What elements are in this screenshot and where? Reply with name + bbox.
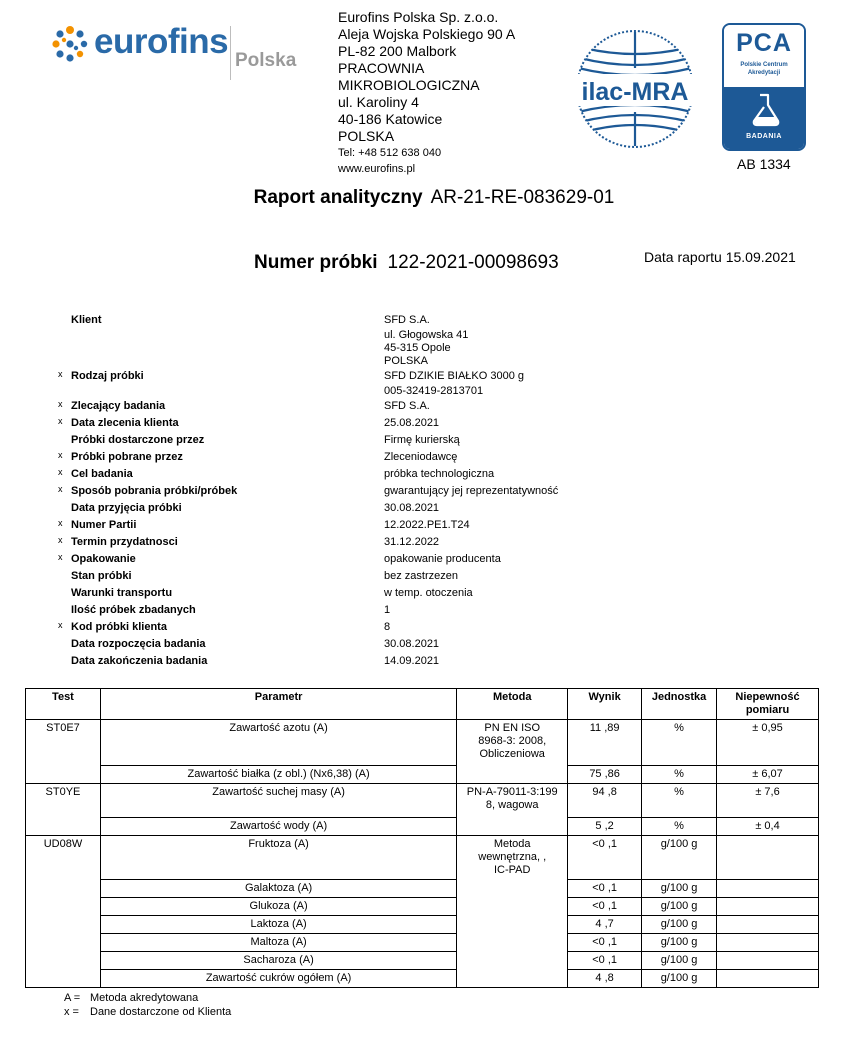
info-row: [58, 517, 818, 534]
uncertainty: ± 0,4: [717, 818, 819, 836]
table-row: [26, 916, 819, 934]
info-value-line: SFD S.A.: [384, 400, 430, 412]
table-row: [26, 836, 819, 880]
info-value-line: Firmę kurierską: [384, 434, 460, 446]
result: 75 ,86: [568, 766, 642, 784]
info-key: Próbki dostarczone przez: [71, 434, 205, 446]
table-row: [26, 970, 819, 988]
method-line: PN-A-79011-3:199: [466, 786, 558, 798]
result: 4 ,8: [568, 970, 642, 988]
info-row: [58, 312, 818, 368]
parameter: Glukoza (A): [100, 898, 456, 916]
sample-info: [58, 312, 818, 670]
uncertainty: ± 6,07: [717, 766, 819, 784]
lab-website: www.eurofins.pl: [338, 163, 416, 175]
client-data-mark: x: [58, 416, 63, 426]
info-key: Rodzaj próbki: [71, 370, 144, 382]
pca-subtitle-line: Akredytacji: [747, 70, 781, 76]
info-value-line: 12.2022.PE1.T24: [384, 519, 470, 531]
uncertainty: [717, 898, 819, 916]
unit: g/100 g: [642, 836, 717, 880]
method-line: Obliczeniowa: [479, 748, 545, 760]
info-row: [58, 585, 818, 602]
info-value: [384, 534, 439, 551]
method-line: 8, wagowa: [485, 799, 539, 811]
result: <0 ,1: [568, 880, 642, 898]
uncertainty: [717, 880, 819, 898]
footnote-key: A =: [64, 992, 81, 1004]
test-code: ST0YE: [26, 784, 101, 836]
unit: g/100 g: [642, 898, 717, 916]
info-value: [384, 585, 473, 602]
info-value: [384, 312, 468, 368]
info-value-line: ul. Głogowska 41: [384, 329, 469, 341]
test-code: UD08W: [26, 836, 101, 988]
table-row: [26, 720, 819, 766]
info-value: [384, 432, 460, 449]
info-value-line: 31.12.2022: [384, 536, 440, 548]
parameter: Maltoza (A): [100, 934, 456, 952]
result: 4 ,7: [568, 916, 642, 934]
info-value-line: SFD DZIKIE BIAŁKO 3000 g: [384, 370, 525, 382]
sample-title: [254, 252, 559, 274]
client-data-mark: x: [58, 620, 63, 630]
info-row: [58, 534, 818, 551]
info-value-line: 8: [384, 621, 391, 633]
logo-divider: [230, 26, 231, 80]
result: <0 ,1: [568, 898, 642, 916]
footnotes: [64, 991, 231, 1019]
accreditation-number: AB 1334: [737, 156, 791, 172]
info-key: Klient: [71, 314, 102, 326]
info-key: Kod próbki klienta: [71, 621, 167, 633]
info-value: [384, 415, 439, 432]
report-number: AR-21-RE-083629-01: [430, 187, 615, 208]
result: <0 ,1: [568, 836, 642, 880]
info-key: Data przyjęcia próbki: [71, 502, 182, 514]
info-value: [384, 368, 524, 398]
info-value-line: 30.08.2021: [384, 502, 440, 514]
unit: g/100 g: [642, 952, 717, 970]
info-value: [384, 449, 457, 466]
info-value: [384, 466, 494, 483]
info-value-line: bez zastrzezen: [384, 570, 458, 582]
info-row: [58, 432, 818, 449]
client-data-mark: x: [58, 450, 63, 460]
lab-address: [338, 9, 578, 177]
info-value-line: gwarantujący jej reprezentatywność: [384, 485, 559, 497]
info-key: Cel badania: [71, 468, 133, 480]
eurofins-logo: [50, 22, 310, 84]
info-key: Opakowanie: [71, 553, 136, 565]
result: 5 ,2: [568, 818, 642, 836]
info-row: [58, 483, 818, 500]
info-row: [58, 602, 818, 619]
info-row: [58, 368, 818, 398]
info-value: [384, 653, 439, 670]
parameter: Galaktoza (A): [100, 880, 456, 898]
info-value: [384, 398, 430, 415]
header-uncertainty-line: pomiaru: [745, 704, 790, 716]
client-data-mark: x: [58, 484, 63, 494]
info-value-line: w temp. otoczenia: [384, 587, 473, 599]
parameter: Zawartość wody (A): [100, 818, 456, 836]
table-row: [26, 934, 819, 952]
table-header-row: [26, 689, 819, 720]
info-key: Zlecający badania: [71, 400, 166, 412]
header-method: Metoda: [457, 689, 568, 720]
unit: %: [642, 818, 717, 836]
unit: %: [642, 720, 717, 766]
header-param: Parametr: [100, 689, 456, 720]
unit: g/100 g: [642, 934, 717, 952]
pca-wordmark: PCA: [736, 29, 792, 57]
method: [457, 720, 568, 784]
address-line: ul. Karoliny 4: [338, 94, 419, 110]
method-line: 8968-3: 2008,: [478, 735, 547, 747]
uncertainty: [717, 952, 819, 970]
unit: g/100 g: [642, 970, 717, 988]
footnote-key: x =: [64, 1006, 79, 1018]
eurofins-wordmark: eurofins: [94, 22, 229, 61]
header-unit: Jednostka: [642, 689, 717, 720]
client-data-mark: x: [58, 467, 63, 477]
unit: g/100 g: [642, 880, 717, 898]
info-value-line: 005-32419-2813701: [384, 385, 484, 397]
client-data-mark: x: [58, 369, 63, 379]
address-line: PL-82 200 Malbork: [338, 43, 457, 59]
result: <0 ,1: [568, 952, 642, 970]
info-value-line: POLSKA: [384, 355, 429, 367]
info-value-line: SFD S.A.: [384, 314, 430, 326]
method-line: PN EN ISO: [484, 722, 541, 734]
result: 11 ,89: [568, 720, 642, 766]
info-key: Numer Partii: [71, 519, 137, 531]
table-row: [26, 784, 819, 818]
address-line: POLSKA: [338, 128, 395, 144]
uncertainty: [717, 970, 819, 988]
unit: g/100 g: [642, 916, 717, 934]
address-line: 40-186 Katowice: [338, 111, 443, 127]
result: 94 ,8: [568, 784, 642, 818]
method: [457, 784, 568, 836]
report-date: Data raportu 15.09.2021: [644, 249, 796, 265]
info-row: [58, 449, 818, 466]
footnote: [64, 991, 231, 1005]
info-row: [58, 551, 818, 568]
table-row: [26, 880, 819, 898]
uncertainty: ± 7,6: [717, 784, 819, 818]
sample-number: 122-2021-00098693: [387, 252, 559, 273]
info-key: Próbki pobrane przez: [71, 451, 183, 463]
method-line: wewnętrzna, ,: [478, 851, 547, 863]
footnote: [64, 1005, 231, 1019]
unit: %: [642, 784, 717, 818]
uncertainty: [717, 934, 819, 952]
info-key: Stan próbki: [71, 570, 132, 582]
table-row: [26, 898, 819, 916]
uncertainty: [717, 836, 819, 880]
info-value: [384, 619, 390, 636]
info-row: [58, 398, 818, 415]
info-key: Ilość próbek zbadanych: [71, 604, 196, 616]
info-value: [384, 483, 558, 500]
pca-subtitle-line: Polskie Centrum: [740, 62, 788, 68]
uncertainty: [717, 916, 819, 934]
info-value-line: opakowanie producenta: [384, 553, 501, 565]
address-line: Eurofins Polska Sp. z.o.o.: [338, 9, 499, 25]
footnote-text: Dane dostarczone od Klienta: [90, 1006, 232, 1018]
info-row: [58, 466, 818, 483]
info-value-line: 14.09.2021: [384, 655, 440, 667]
method-line: IC-PAD: [493, 864, 531, 876]
info-value: [384, 517, 470, 534]
pca-subtitle: [724, 61, 804, 77]
info-value-line: 1: [384, 604, 391, 616]
ilac-text: ilac-MRA: [581, 78, 689, 106]
info-value-line: Zleceniodawcę: [384, 451, 458, 463]
parameter: Zawartość suchej masy (A): [100, 784, 456, 818]
uncertainty: ± 0,95: [717, 720, 819, 766]
info-value: [384, 636, 439, 653]
info-key: Data rozpoczęcia badania: [71, 638, 206, 650]
header-uncertainty: [717, 689, 819, 720]
info-key: Data zakończenia badania: [71, 655, 208, 667]
header-test: Test: [26, 689, 101, 720]
info-key: Warunki transportu: [71, 587, 173, 599]
info-row: [58, 619, 818, 636]
info-row: [58, 500, 818, 517]
method: [457, 836, 568, 988]
unit: %: [642, 766, 717, 784]
header-result: Wynik: [568, 689, 642, 720]
client-data-mark: x: [58, 535, 63, 545]
eurofins-dots-icon: [50, 24, 90, 64]
info-value: [384, 602, 390, 619]
report-label: Raport analityczny: [253, 187, 423, 208]
info-value: [384, 500, 439, 517]
client-data-mark: x: [58, 399, 63, 409]
info-value-line: 30.08.2021: [384, 638, 440, 650]
info-value-line: 45-315 Opole: [384, 342, 451, 354]
table-row: [26, 766, 819, 784]
info-key: Sposób pobrania próbki/próbek: [71, 485, 238, 497]
parameter: Sacharoza (A): [100, 952, 456, 970]
info-row: [58, 653, 818, 670]
info-row: [58, 415, 818, 432]
test-code: ST0E7: [26, 720, 101, 784]
header-uncertainty-line: Niepewność: [735, 691, 800, 703]
table-row: [26, 952, 819, 970]
info-value-line: próbka technologiczna: [384, 468, 495, 480]
parameter: Laktoza (A): [100, 916, 456, 934]
sample-label: Numer próbki: [254, 252, 378, 273]
report-title: [0, 187, 868, 209]
address-line: PRACOWNIA: [338, 60, 425, 76]
info-value: [384, 551, 501, 568]
ilac-mra-logo: [574, 28, 696, 150]
info-value-line: 25.08.2021: [384, 417, 440, 429]
pca-category: BADANIA: [746, 133, 782, 140]
eurofins-country: Polska: [235, 50, 297, 71]
client-data-mark: x: [58, 552, 63, 562]
info-row: [58, 636, 818, 653]
flask-icon: [748, 93, 784, 127]
table-row: [26, 818, 819, 836]
pca-accreditation-logo: [722, 23, 806, 151]
footnote-text: Metoda akredytowana: [90, 992, 199, 1004]
parameter: Fruktoza (A): [100, 836, 456, 880]
info-key: Termin przydatnosci: [71, 536, 178, 548]
info-key: Data zlecenia klienta: [71, 417, 179, 429]
parameter: Zawartość białka (z obl.) (Nx6,38) (A): [100, 766, 456, 784]
parameter: Zawartość azotu (A): [100, 720, 456, 766]
info-row: [58, 568, 818, 585]
client-data-mark: x: [58, 518, 63, 528]
address-line: MIKROBIOLOGICZNA: [338, 77, 480, 93]
info-value: [384, 568, 458, 585]
parameter: Zawartość cukrów ogółem (A): [100, 970, 456, 988]
lab-phone: Tel: +48 512 638 040: [338, 147, 442, 159]
method-line: Metoda: [493, 838, 531, 850]
address-line: Aleja Wojska Polskiego 90 A: [338, 26, 516, 42]
result: <0 ,1: [568, 934, 642, 952]
results-table: [25, 688, 819, 988]
